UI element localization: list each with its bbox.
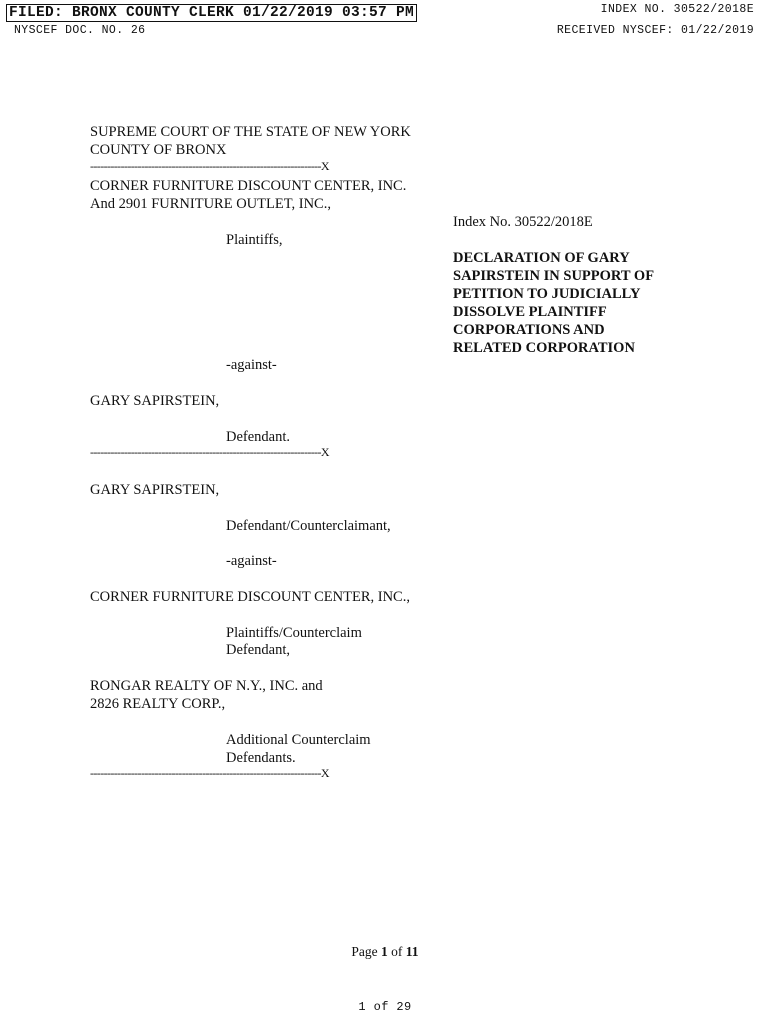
document-title-line: CORPORATIONS AND [453,322,605,338]
document-title-line: SAPIRSTEIN IN SUPPORT OF [453,268,655,284]
page-current: 1 [381,944,388,959]
page-total: 11 [405,944,419,959]
page-number [0,944,770,960]
additional-defendant-line-2: 2826 REALTY CORP., [90,696,226,712]
document-title-line: DISSOLVE PLAINTIFF [453,304,607,320]
page-of: of [387,944,406,959]
counter-defendant-label-1: Plaintiffs/Counterclaim [226,625,362,641]
additional-defendant-line-1: RONGAR REALTY OF N.Y., INC. and [90,678,323,694]
received-stamp: RECEIVED NYSCEF: 01/22/2019 [556,24,754,37]
counter-defendant-name: CORNER FURNITURE DISCOUNT CENTER, INC., [90,589,410,605]
against-2: -against- [226,553,277,569]
document-title-line: PETITION TO JUDICIALLY [453,286,641,302]
counter-defendant-label-2: Defendant, [226,642,291,658]
plaintiffs-label: Plaintiffs, [226,232,283,248]
index-number: Index No. 30522/2018E [453,214,593,230]
caption-separator-1: --------------------------------------------------------------------X [90,159,330,173]
document-title-line: RELATED CORPORATION [453,340,635,356]
defendant-label: Defendant. [226,429,291,445]
nyscef-doc-number: NYSCEF DOC. NO. 26 [14,24,146,37]
court-name: SUPREME COURT OF THE STATE OF NEW YORK [90,124,411,140]
page-prefix: Page [351,944,382,959]
nyscef-page-count: 1 of 29 [358,1000,412,1014]
index-number-stamp: INDEX NO. 30522/2018E [600,3,754,16]
additional-label-1: Additional Counterclaim [226,732,371,748]
plaintiff-line-2: And 2901 FURNITURE OUTLET, INC., [90,196,331,212]
counterclaimant-name: GARY SAPIRSTEIN, [90,482,220,498]
additional-label-2: Defendants. [226,750,296,766]
plaintiff-line-1: CORNER FURNITURE DISCOUNT CENTER, INC. [90,178,407,194]
document-title-line: DECLARATION OF GARY [453,250,630,266]
counterclaimant-label: Defendant/Counterclaimant, [226,518,391,534]
against-1: -against- [226,357,277,373]
county-name: COUNTY OF BRONX [90,142,227,158]
defendant-name: GARY SAPIRSTEIN, [90,393,220,409]
caption-separator-2: --------------------------------------------------------------------X [90,445,330,459]
caption-separator-3: --------------------------------------------------------------------X [90,766,330,780]
document-title [453,249,654,357]
filed-stamp: FILED: BRONX COUNTY CLERK 01/22/2019 03:57 PM [6,4,417,22]
